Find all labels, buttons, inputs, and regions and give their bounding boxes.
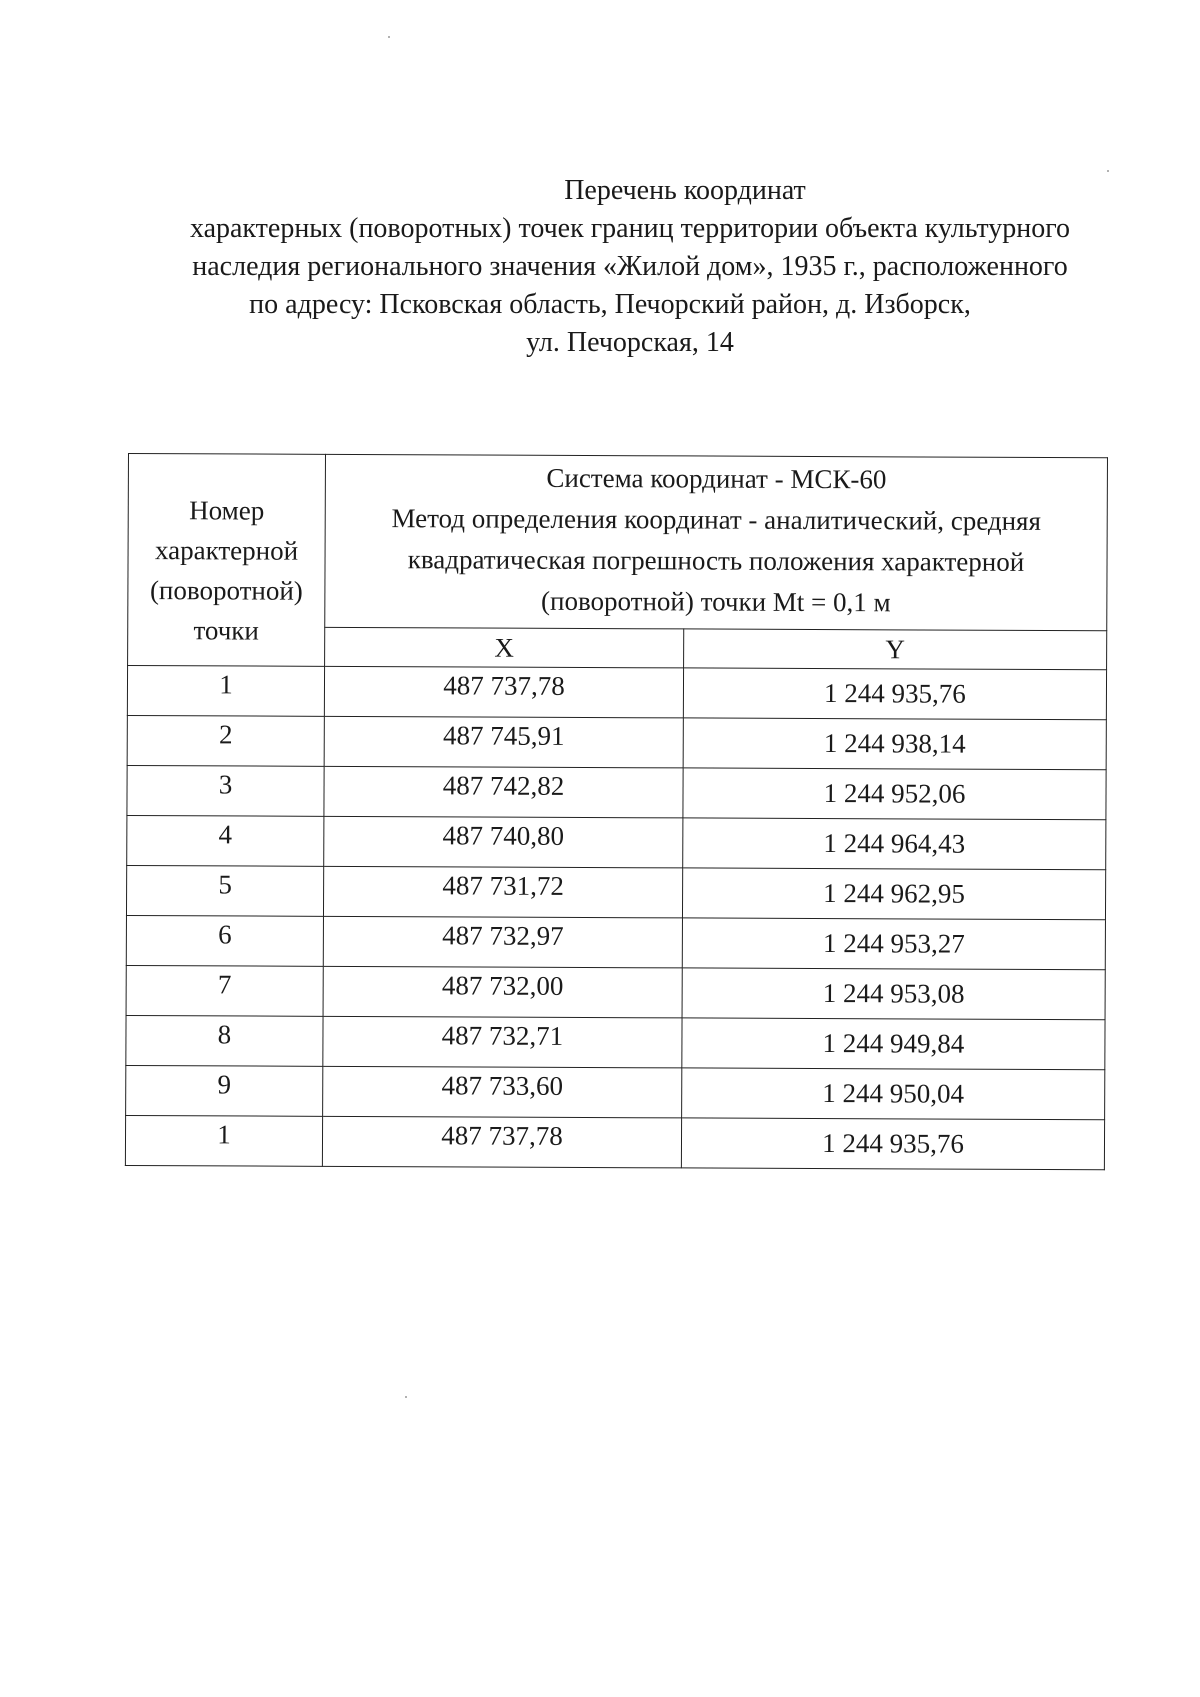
- y-coordinate-cell: 1 244 935,76: [683, 668, 1106, 720]
- table-row: [126, 915, 1105, 969]
- y-coordinate-cell: 1 244 949,84: [682, 1018, 1105, 1070]
- x-coordinate-cell: 487 733,60: [323, 1066, 682, 1118]
- point-number-cell: 7: [126, 965, 323, 1016]
- table-body: [125, 666, 1106, 1170]
- x-coordinate-cell: 487 742,82: [324, 766, 683, 818]
- document-title: [140, 172, 1120, 362]
- y-column-header: Y: [684, 629, 1107, 670]
- y-coordinate-cell: 1 244 964,43: [683, 818, 1106, 870]
- table-row: [127, 815, 1106, 869]
- y-coordinate-cell: 1 244 950,04: [682, 1068, 1105, 1120]
- header-line: Метод определения координат - аналитический, средняя: [391, 503, 1041, 536]
- point-number-cell: 6: [126, 915, 323, 966]
- x-coordinate-cell: 487 732,00: [323, 966, 682, 1018]
- table-row: [126, 1065, 1105, 1119]
- point-number-cell: 9: [126, 1065, 323, 1116]
- point-number-cell: 1: [127, 666, 324, 717]
- x-coordinate-cell: 487 732,71: [323, 1016, 682, 1068]
- header-line: Номер: [189, 494, 265, 526]
- point-number-cell: 8: [126, 1015, 323, 1066]
- point-number-cell: 1: [125, 1115, 322, 1166]
- header-line: Система координат - МСК-60: [546, 462, 887, 495]
- x-coordinate-cell: 487 740,80: [324, 816, 683, 868]
- point-number-cell: 2: [127, 715, 324, 766]
- scan-speck: [388, 36, 390, 38]
- table-header-row: [128, 454, 1108, 631]
- table-row: [126, 1015, 1105, 1069]
- title-line: наследия регионального значения «Жилой дом», 1935 г., расположенного: [192, 251, 1068, 282]
- title-line: по адресу: Псковская область, Печорский район, д. Изборск,: [249, 289, 971, 320]
- point-number-cell: 3: [127, 765, 324, 816]
- x-coordinate-cell: 487 745,91: [324, 716, 683, 768]
- point-number-cell: 4: [127, 815, 324, 866]
- table-row: [125, 1115, 1104, 1169]
- title-line: Перечень координат: [564, 175, 806, 206]
- x-coordinate-cell: 487 732,97: [323, 916, 682, 968]
- x-coordinate-cell: 487 731,72: [323, 866, 682, 918]
- header-line: характерной: [154, 534, 299, 566]
- coordinate-system-header: [325, 454, 1108, 630]
- title-line: ул. Печорская, 14: [526, 327, 734, 358]
- table-row: [127, 715, 1106, 769]
- table-row: [127, 666, 1106, 720]
- table-row: [126, 865, 1105, 919]
- header-line: (поворотной) точки Mt = 0,1 м: [541, 585, 891, 618]
- y-coordinate-cell: 1 244 952,06: [683, 768, 1106, 820]
- x-column-header: X: [325, 627, 684, 668]
- y-coordinate-cell: 1 244 962,95: [682, 868, 1105, 920]
- table-row: [127, 765, 1106, 819]
- header-line: точки: [193, 614, 259, 646]
- table-row: [126, 965, 1105, 1019]
- x-coordinate-cell: 487 737,78: [324, 666, 683, 718]
- y-coordinate-cell: 1 244 953,27: [682, 918, 1105, 970]
- title-line: характерных (поворотных) точек границ территории объекта культурного: [189, 213, 1071, 244]
- coordinates-table: [125, 453, 1108, 1170]
- header-line: (поворотной): [149, 574, 303, 606]
- y-coordinate-cell: 1 244 953,08: [682, 968, 1105, 1020]
- point-number-cell: 5: [126, 865, 323, 916]
- scan-speck: [405, 1396, 407, 1398]
- y-coordinate-cell: 1 244 935,76: [681, 1118, 1104, 1170]
- header-line: квадратическая погрешность положения характерной: [407, 544, 1025, 577]
- x-coordinate-cell: 487 737,78: [322, 1116, 681, 1168]
- point-number-header: [128, 454, 326, 667]
- y-coordinate-cell: 1 244 938,14: [683, 718, 1106, 770]
